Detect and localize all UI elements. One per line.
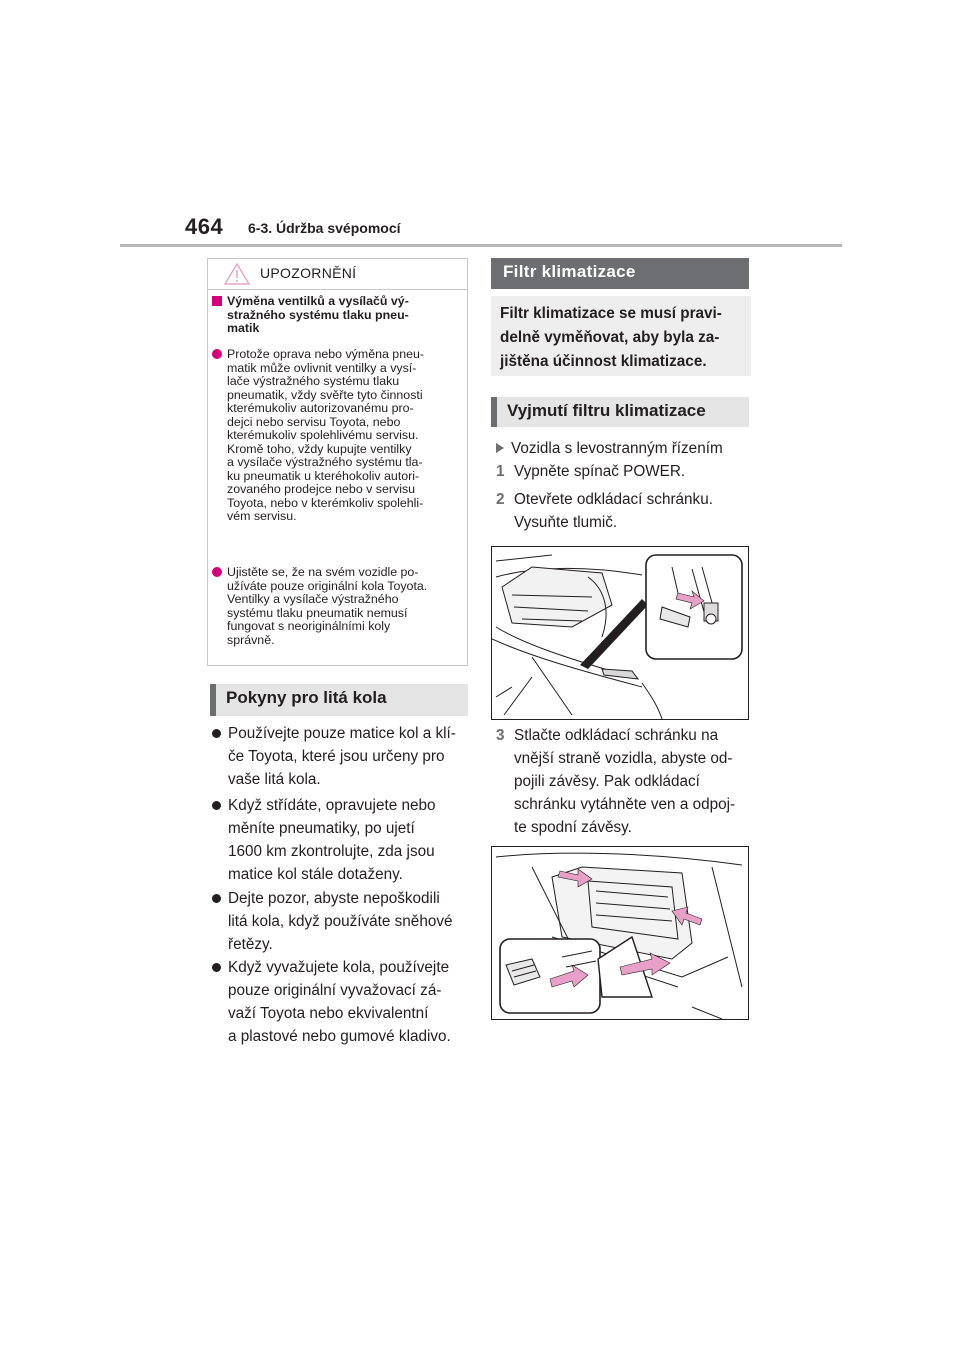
- warning-item-line: lače výstražného systému tlaku: [227, 374, 400, 388]
- warning-item-line: Kromě toho, vždy kupujte ventilky: [227, 441, 412, 456]
- list-item-line: Když vyvažujete kola, používejte: [228, 959, 450, 976]
- bullet-icon: [212, 963, 221, 972]
- glovebox-removal-drawing: [492, 847, 748, 1019]
- list-item-line: važí Toyota nebo ekvivalentní: [228, 1005, 429, 1022]
- bullet-icon: [212, 894, 221, 903]
- warning-item-line: Toyota, nebo v kterémkoliv spolehli-: [227, 495, 424, 510]
- warning-item-line: vém servisu.: [227, 509, 297, 523]
- glovebox-damper-drawing: [492, 547, 748, 719]
- square-bullet-icon: [212, 296, 222, 306]
- warning-item-line: a vysílače výstražného systému tla-: [227, 455, 423, 469]
- list-item-line: 1600 km zkontrolujte, zda jsou: [228, 843, 435, 860]
- triangle-marker-icon: [496, 443, 504, 453]
- list-item-line: Dejte pozor, abyste nepoškodili: [228, 890, 440, 907]
- step-line: Vysuňte tlumič.: [514, 514, 618, 531]
- list-item-line: pouze originální vyvažovací zá-: [228, 982, 442, 999]
- warning-triangle-icon: [224, 263, 250, 285]
- step-line: te spodní závěsy.: [514, 819, 632, 836]
- step-line: Stlačte odkládací schránku na: [514, 727, 719, 744]
- glovebox-removal-illustration: [491, 846, 749, 1020]
- alloy-wheels-heading: Pokyny pro litá kola: [210, 684, 468, 716]
- list-item-line: vaše litá kola.: [228, 771, 321, 788]
- vehicle-condition: [493, 437, 753, 460]
- bullet-icon: [212, 729, 221, 738]
- list-item-line: Používejte pouze matice kol a klí-: [228, 725, 456, 742]
- warning-item-line: správně.: [227, 632, 275, 647]
- list-item-line: a plastové nebo gumové kladivo.: [228, 1028, 451, 1045]
- warning-item-line: fungovat s neoriginálními koly: [227, 619, 391, 633]
- step-line: Otevřete odkládací schránku.: [514, 491, 713, 508]
- list-item-line: měníte pneumatiky, po ujetí: [228, 820, 415, 837]
- list-item-line: litá kola, když používáte sněhové: [228, 913, 453, 930]
- list-item-line: matice kol stále dotaženy.: [228, 866, 403, 883]
- warning-item-line: systému tlaku pneumatik nemusí: [227, 605, 408, 620]
- section-title: 6-3. Údržba svépomocí: [248, 220, 401, 236]
- filter-removal-heading: Vyjmutí filtru klimatizace: [491, 397, 749, 427]
- step-line: Vypněte spínač POWER.: [514, 463, 686, 480]
- warning-item-line: dejci nebo servisu Toyota, nebo: [227, 414, 401, 429]
- glovebox-damper-illustration: [491, 546, 749, 720]
- warning-item-line: kterémukoliv autorizovanému pro-: [227, 401, 414, 415]
- warning-subheading-line: Výměna ventilků a vysílačů vý-: [227, 294, 409, 308]
- warning-item-line: Ujistěte se, že na svém vozidle po-: [227, 565, 419, 579]
- list-item-line: Když střídáte, opravujete nebo: [228, 797, 436, 814]
- step-number: 3: [496, 727, 505, 744]
- warning-item-line: matik může ovlivnit ventilky a vysí-: [227, 360, 417, 375]
- condition-text: Vozidla s levostranným řízením: [511, 440, 723, 457]
- warning-item-line: Ventilky a vysílače výstražného: [227, 592, 399, 606]
- bullet-icon: [212, 801, 221, 810]
- step-number: 2: [496, 491, 505, 508]
- step-number: 1: [496, 463, 505, 480]
- warning-title: UPOZORNĚNÍ: [260, 265, 357, 281]
- warning-item-line: Protože oprava nebo výměna pneu-: [227, 347, 424, 361]
- filter-heading: Filtr klimatizace: [491, 258, 749, 289]
- list-item-line: če Toyota, které jsou určeny pro: [228, 748, 445, 765]
- warning-box: [207, 258, 468, 666]
- warning-item-line: kterémukoliv spolehlivému servisu.: [227, 428, 419, 442]
- warning-item-line: zovaného prodejce nebo v servisu: [227, 482, 416, 496]
- filter-intro-line: Filtr klimatizace se musí pravi-: [500, 305, 722, 322]
- warning-item-line: užíváte pouze originální kola Toyota.: [227, 578, 428, 593]
- warning-subheading-line: matik: [227, 321, 260, 335]
- header-divider: [120, 244, 842, 247]
- page-number: 464: [185, 214, 224, 239]
- filter-intro: [491, 296, 751, 376]
- warning-item-line: ku pneumatik u kteréhokoliv autori-: [227, 468, 420, 483]
- warning-item-line: pneumatik, vždy svěřte tyto činnosti: [227, 387, 423, 402]
- step-line: schránku vytáhněte ven a odpoj-: [514, 796, 736, 813]
- filter-intro-line: jištěna účinnost klimatizace.: [500, 353, 707, 370]
- round-bullet-icon: [212, 567, 222, 577]
- list-item-line: řetězy.: [228, 936, 273, 953]
- warning-header: [208, 259, 467, 290]
- filter-intro-line: delně vyměňovat, aby byla za-: [500, 329, 720, 346]
- round-bullet-icon: [212, 349, 222, 359]
- warning-subheading-line: stražného systému tlaku pneu-: [227, 307, 409, 322]
- step-line: pojili závěsy. Pak odkládací: [514, 773, 700, 790]
- step-line: vnější straně vozidla, abyste od-: [514, 750, 733, 767]
